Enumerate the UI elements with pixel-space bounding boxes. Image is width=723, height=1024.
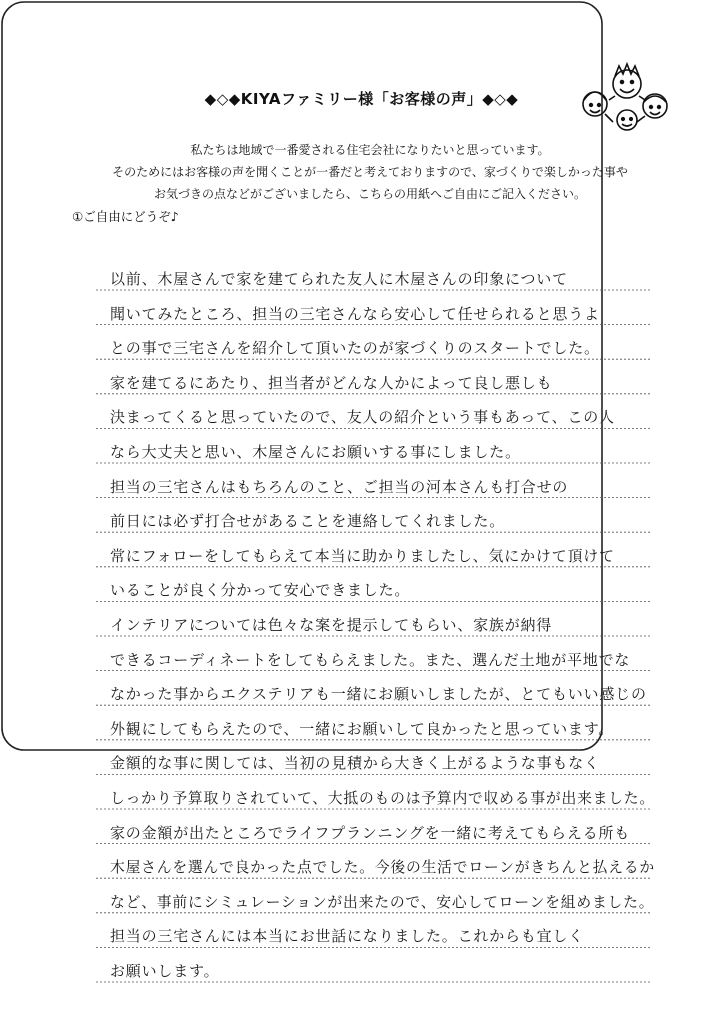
intro-line: 私たちは地域で一番愛される住宅会社になりたいと思っています。 [190, 143, 550, 157]
handwritten-line: 外観にしてもらえたので、一緒にお願いして良かったと思っています。 [110, 719, 615, 738]
page-title: ◆◇◆KIYAファミリー様「お客様の声」◆◇◆ [204, 90, 519, 108]
intro-line: お気づきの点などがございましたら、こちらの用紙へご自由にご記入ください。 [153, 187, 586, 201]
handwritten-line: できるコーディネートをしてもらえました。また、選んだ土地が平地でな [110, 650, 631, 669]
handwritten-line: との事で三宅さんを紹介して頂いたのが家づくりのスタートでした。 [110, 339, 600, 358]
handwritten-line: 以前、木屋さんで家を建てられた友人に木屋さんの印象について [110, 270, 568, 288]
handwritten-line: 決まってくると思っていたので、友人の紹介という事もあって、この人 [110, 408, 615, 427]
handwritten-line: なら大丈夫と思い、木屋さんにお願いする事にしました。 [110, 443, 521, 461]
prompt-label: ①ご自由にどうぞ♪ [72, 209, 179, 224]
handwritten-line: インテリアについては色々な案を提示してもらい、家族が納得 [110, 616, 553, 634]
handwritten-line: しっかり予算取りされていて、大抵のものは予算内で収める事が出来ました。 [110, 789, 655, 807]
handwritten-line: 常にフォローをしてもらえて本当に助かりましたし、気にかけて頂けて [110, 546, 615, 565]
handwritten-line: 前日には必ず打合せがあることを連絡してくれました。 [110, 512, 506, 531]
handwritten-line: お願いします。 [110, 962, 220, 980]
handwritten-line: 担当の三宅さんはもちろんのこと、ご担当の河本さんも打合せの [110, 477, 569, 496]
handwritten-line: 金額的な事に関しては、当初の見積から大きく上がるような事もなく [110, 754, 600, 773]
handwritten-line: 家の金額が出たところでライフプランニングを一緒に考えてもらえる所も [110, 823, 631, 842]
handwritten-line: 家を建てるにあたり、担当者がどんな人かによって良し悪しも [110, 373, 553, 392]
handwritten-line: いることが良く分かって安心できました。 [110, 581, 411, 600]
handwritten-line: なかった事からエクステリアも一緒にお願いしましたが、とてもいい感じの [110, 685, 647, 704]
handwritten-line: 担当の三宅さんには本当にお世話になりました。これからも宜しく [110, 927, 585, 946]
intro-line: そのためにはお客様の声を聞くことが一番だと考えておりますので、家づくりで楽しかった事や [112, 165, 628, 179]
handwritten-line: 聞いてみたところ、担当の三宅さんなら安心して任せられると思うよ [110, 304, 600, 323]
handwritten-line: など、事前にシミュレーションが出来たので、安心してローンを組めました。 [110, 892, 655, 911]
handwritten-line: 木屋さんを選んで良かった点でした。今後の生活でローンがきちんと払えるか [110, 858, 655, 877]
